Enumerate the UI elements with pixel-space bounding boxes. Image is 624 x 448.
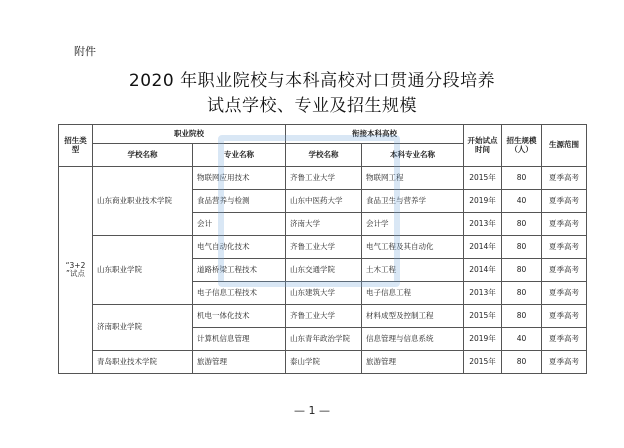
univ-cell: 济南大学 [286,213,362,236]
major-cell: 物联网应用技术 [193,167,286,190]
header-major-name: 专业名称 [193,144,286,167]
year-cell: 2014年 [464,236,502,259]
major-cell: 旅游管理 [193,351,286,374]
univ-cell: 齐鲁工业大学 [286,236,362,259]
year-cell: 2015年 [464,351,502,374]
attachment-label: 附件 [74,45,96,58]
univ-cell: 齐鲁工业大学 [286,305,362,328]
year-cell: 2014年 [464,259,502,282]
scale-cell: 80 [502,259,542,282]
header-scale: 招生规模（人） [502,125,542,167]
major-cell: 电子信息工程技术 [193,282,286,305]
univ-major-cell: 食品卫生与营养学 [362,190,464,213]
table-row [59,351,587,374]
document-title-line2: 试点学校、专业及招生规模 [207,96,417,116]
major-cell: 会计 [193,213,286,236]
scale-cell: 80 [502,351,542,374]
univ-cell: 泰山学院 [286,351,362,374]
major-cell: 电气自动化技术 [193,236,286,259]
major-cell: 道路桥梁工程技术 [193,259,286,282]
type-cell: “3+2 ”试点 [59,167,93,374]
univ-major-cell: 材料成型及控制工程 [362,305,464,328]
page-number: — 1 — [294,404,330,417]
source-cell: 夏季高考 [542,213,587,236]
univ-major-cell: 电气工程及其自动化 [362,236,464,259]
univ-major-cell: 土木工程 [362,259,464,282]
header-univ-school-name: 学校名称 [286,144,362,167]
source-cell: 夏季高考 [542,167,587,190]
source-cell: 夏季高考 [542,190,587,213]
vocational-school-cell: 山东商业职业技术学院 [93,167,193,236]
source-cell: 夏季高考 [542,236,587,259]
scale-cell: 40 [502,190,542,213]
univ-cell: 山东交通学院 [286,259,362,282]
univ-cell: 山东建筑大学 [286,282,362,305]
year-cell: 2013年 [464,282,502,305]
univ-major-cell: 旅游管理 [362,351,464,374]
header-source: 生源范围 [542,125,587,167]
vocational-school-cell: 青岛职业技术学院 [93,351,193,374]
header-school-name: 学校名称 [93,144,193,167]
year-cell: 2019年 [464,328,502,351]
scale-cell: 40 [502,328,542,351]
univ-major-cell: 会计学 [362,213,464,236]
year-cell: 2015年 [464,305,502,328]
vocational-school-cell: 济南职业学院 [93,305,193,351]
scale-cell: 80 [502,236,542,259]
year-cell: 2013年 [464,213,502,236]
table-row [59,236,587,259]
source-cell: 夏季高考 [542,305,587,328]
vocational-school-cell: 山东职业学院 [93,236,193,305]
univ-major-cell: 物联网工程 [362,167,464,190]
header-vocational: 职业院校 [93,125,286,144]
univ-cell: 齐鲁工业大学 [286,167,362,190]
header-university: 衔接本科高校 [286,125,464,144]
document-title-line1: 2020 年职业院校与本科高校对口贯通分段培养 [128,71,496,91]
enrollment-table [58,124,587,374]
table-row [59,167,587,190]
header-type: 招生类型 [59,125,93,167]
univ-major-cell: 电子信息工程 [362,282,464,305]
source-cell: 夏季高考 [542,282,587,305]
major-cell: 计算机信息管理 [193,328,286,351]
univ-major-cell: 信息管理与信息系统 [362,328,464,351]
scale-cell: 80 [502,305,542,328]
source-cell: 夏季高考 [542,351,587,374]
scale-cell: 80 [502,282,542,305]
major-cell: 机电一体化技术 [193,305,286,328]
scale-cell: 80 [502,167,542,190]
header-univ-major-name: 本科专业名称 [362,144,464,167]
source-cell: 夏季高考 [542,259,587,282]
source-cell: 夏季高考 [542,328,587,351]
scale-cell: 80 [502,213,542,236]
univ-cell: 山东中医药大学 [286,190,362,213]
header-start-time: 开始试点时间 [464,125,502,167]
major-cell: 食品营养与检测 [193,190,286,213]
univ-cell: 山东青年政治学院 [286,328,362,351]
table-row [59,305,587,328]
year-cell: 2019年 [464,190,502,213]
year-cell: 2015年 [464,167,502,190]
